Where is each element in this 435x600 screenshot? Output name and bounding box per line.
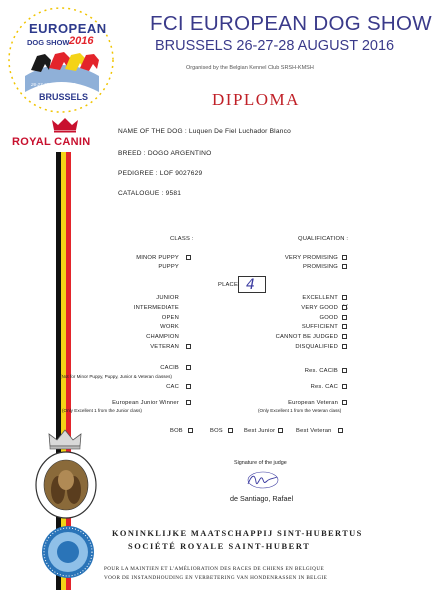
fci-logo — [40, 524, 96, 580]
promising-checkbox[interactable] — [342, 264, 347, 269]
dog-name-value: Luquen De Fiel Luchador Blanco — [188, 128, 291, 135]
qual-checkbox-very-good[interactable] — [342, 305, 347, 310]
bob-label: BOB — [170, 428, 183, 434]
eu-junior-winner-note: (Only Excellent 1 from the Junior class) — [62, 408, 142, 413]
cacib-note: (Not for Minor Puppy, Puppy, Junior & Veteran classes) — [60, 374, 172, 379]
qual-checkbox-excellent[interactable] — [342, 295, 347, 300]
judge-signature — [246, 470, 280, 490]
qual-label-good: GOOD — [319, 314, 338, 321]
royal-crown-icon — [46, 428, 84, 450]
footer-line-1: KONINKLIJKE MAATSCHAPPIJ SINT-HUBERTUS — [112, 529, 363, 538]
show-dates: BRUSSELS 26-27-28 AUGUST 2016 — [155, 38, 395, 54]
qual-label-very-promising: VERY PROMISING — [284, 255, 338, 261]
dog-head-emblem-icon — [34, 450, 98, 520]
eu-junior-winner-label: European Junior Winner — [112, 400, 179, 406]
breed-label: BREED : — [118, 150, 146, 157]
class-checkbox-veteran[interactable] — [186, 344, 191, 349]
logo-year: 2016 — [69, 35, 94, 47]
minor-puppy-checkbox[interactable] — [186, 255, 191, 260]
eu-veteran-checkbox[interactable] — [342, 400, 347, 405]
logo-mid-text: DOG SHOW — [27, 38, 70, 47]
qual-label-sufficient: SUFFICIENT — [301, 324, 338, 331]
logo-top-text: EUROPEAN — [29, 21, 107, 36]
class-label-work: WORK — [160, 324, 179, 331]
fci-globe-icon — [40, 524, 96, 580]
place-box[interactable] — [238, 276, 266, 293]
show-logo — [7, 6, 115, 114]
class-heading: CLASS : — [170, 236, 194, 242]
qual-label-disqualified: DISQUALIFIED — [295, 344, 338, 350]
breed-value: DOGO ARGENTINO — [147, 150, 212, 157]
very-promising-checkbox[interactable] — [342, 255, 347, 260]
res-cacib-label: Res. CACIB — [304, 368, 338, 374]
qual-label-promising: PROMISING — [303, 264, 338, 270]
breed-row — [118, 150, 211, 157]
cac-label: CAC — [166, 384, 179, 390]
cac-checkbox[interactable] — [186, 384, 191, 389]
qual-label-cannot-be-judged: CANNOT BE JUDGED — [275, 334, 338, 341]
best-veteran-checkbox[interactable] — [338, 428, 343, 433]
place-label: PLACE — [218, 282, 239, 288]
qual-checkbox-good[interactable] — [342, 315, 347, 320]
dog-name-label: NAME OF THE DOG : — [118, 128, 187, 135]
best-veteran-label: Best Veteran — [296, 428, 332, 434]
qual-checkbox-cannot-be-judged[interactable] — [342, 334, 347, 339]
cacib-checkbox[interactable] — [186, 365, 191, 370]
judge-signature-label: Signature of the judge — [234, 460, 287, 466]
pedigree-row — [118, 170, 202, 177]
bob-checkbox[interactable] — [188, 428, 193, 433]
diploma-title: DIPLOMA — [212, 90, 300, 109]
catalogue-row — [118, 190, 181, 197]
eu-veteran-note: (Only Excellent 1 from the Veteran class) — [258, 408, 342, 413]
organized-by: Organised by the Belgian Kennel Club SRSH-KMSH — [186, 65, 314, 71]
res-cac-label: Res. CAC — [310, 384, 338, 390]
footer-line-2: SOCIÉTÉ ROYALE SAINT-HUBERT — [128, 542, 311, 551]
class-label-junior: JUNIOR — [156, 295, 179, 301]
bos-label: BOS — [210, 428, 223, 434]
qual-label-excellent: EXCELLENT — [302, 295, 338, 301]
sponsor-logo — [40, 116, 90, 134]
crown-emblem — [46, 428, 84, 450]
qual-checkbox-sufficient[interactable] — [342, 324, 347, 329]
eu-veteran-label: European Veteran — [288, 400, 338, 406]
sponsor-name: ROYAL CANIN — [12, 136, 91, 148]
class-label-veteran: VETERAN — [150, 344, 179, 350]
show-title: FCI EUROPEAN DOG SHOW — [150, 12, 432, 35]
place-value: 4 — [246, 277, 255, 293]
catalogue-label: CATALOGUE : — [118, 190, 164, 197]
qual-checkbox-disqualified[interactable] — [342, 344, 347, 349]
class-label-open: OPEN — [161, 314, 179, 321]
best-junior-label: Best Junior — [244, 428, 276, 434]
class-label-minor-puppy: MINOR PUPPY — [136, 255, 179, 261]
qual-label-very-good: VERY GOOD — [301, 304, 338, 311]
eu-junior-winner-checkbox[interactable] — [186, 400, 191, 405]
pedigree-label: PEDIGREE : — [118, 170, 158, 177]
logo-band-text: 26-27-28 August 2016 — [31, 82, 76, 87]
dog-name-row — [118, 128, 291, 135]
cacib-label: CACIB — [160, 365, 179, 371]
qualification-heading: QUALIFICATION : — [298, 236, 349, 242]
footer-line-3: POUR LA MAINTIEN ET L'AMÉLIORATION DES RACES DE CHIENS EN BELGIQUE — [104, 566, 325, 572]
class-label-intermediate: INTERMEDIATE — [133, 304, 179, 311]
crown-icon — [40, 116, 90, 134]
class-label-champion: CHAMPION — [146, 334, 179, 341]
best-junior-checkbox[interactable] — [278, 428, 283, 433]
bos-checkbox[interactable] — [228, 428, 233, 433]
res-cacib-checkbox[interactable] — [342, 368, 347, 373]
saint-hubert-emblem — [34, 450, 98, 520]
res-cac-checkbox[interactable] — [342, 384, 347, 389]
pedigree-value: LOF 9027629 — [159, 170, 203, 177]
footer-line-4: VOOR DE INSTANDHOUDING EN VERBETERING VAN HONDENRASSEN IN BELGIE — [104, 575, 328, 581]
judge-name: de Santiago, Rafael — [230, 494, 294, 503]
signature-icon — [246, 470, 280, 490]
logo-city: BRUSSELS — [39, 92, 89, 102]
class-label-puppy: PUPPY — [158, 264, 179, 270]
catalogue-value: 9581 — [165, 190, 182, 197]
